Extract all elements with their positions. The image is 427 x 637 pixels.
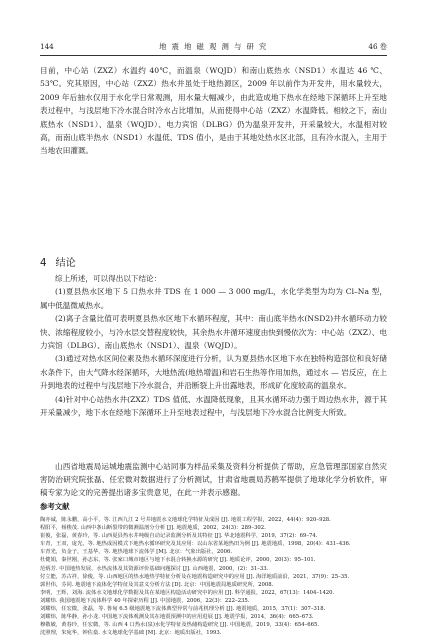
reference-item: 付立能，苏古祥，徐俊，等. 山西地区的热水地热学特征分析及在地震构造研究中的应用 [J]. 海洋地质前沿，2021，37(9)：25–35. <box>40 573 350 580</box>
conclusion-body <box>40 272 387 419</box>
reference-item: 范炳芳. 中国地热发展、水热流体及其资源评价基础问题探讨 [J]. 山西地震，2000，(2)：31–33. <box>40 565 269 572</box>
conclusion-intro: 综上所述，可以得出以下结论： <box>55 274 162 283</box>
reference-item: 车青，王双，庞光，等. 地热成因模式下地热水循环研究及其应用：以山东省某地热田为例 [J]. 地震地质，1998，20(4)：431–436. <box>40 541 351 548</box>
reference-item: 杜健娟，秦世刚，孙志东，等. 张家口城市地区与地下水混合转换水源的研究 [J]. 地质论评，2000，20(3)：95–101. <box>40 557 316 564</box>
reference-item: 程阳平，杨梭茂. 山西中条山断裂带的微测温剖分分析 [J]. 地震地质，2002，24(3)：289–302. <box>40 525 266 532</box>
conclusion-item: (1)夏县热水区地下 5 口热水井 TDS 在 1 000 — 3 000 mg/L，水化学类型为均为 Cl–Na 型，属中低温微咸热水。 <box>40 287 387 310</box>
acknowledgement <box>40 452 387 507</box>
reference-list <box>40 516 387 637</box>
header-rule <box>40 55 387 56</box>
section-number: 4 <box>40 258 47 269</box>
journal-title: 地 震 地 磁 观 测 与 研 究 <box>159 42 268 51</box>
running-header <box>40 42 387 54</box>
page-number: 144 <box>40 42 54 51</box>
paragraph-text: 目前，中心站（ZXZ）水温约 40℃，而温泉（WQJD）和南山底热水（NSD1）水温达 46 ℃、53℃。究其原因，中心站（ZXZ）热水井虽处于地热源区，2009 年以前作为开发井，用水量较大，2009 年后抽水仅用于水化学日常观测，用水量大幅减少，由此造成地下热水在经地下深循环上升至地表过程中，与浅层地下冷水混合时冷水占比增加，从而使得中心站（ZXZ）水温降低。相较之下，南山底热水（NSD1）、温泉（WQJD）、电力宾馆（DLBG）仍为温泉开发井，开采量较大，水温相对较高，而南山底半热水（NSD1）水温低、TDS 值小，是由于其地处热水区北部，且有冷水混入，主用于当地农田灌溉。 <box>40 66 387 156</box>
reference-item: 李明，王辉，刘海. 流体水文地球化学数据及其在某地区构造活动研究中的应用 [J]. 科学通报，2022，67(13)：1404–1420. <box>40 589 335 596</box>
reference-item: 刘耀炜，任宏微，张磊，等. 鲁甸 6.5 级地震地下流体典型异常与前兆机理分析 [J]. 地震地质，2015，37(1)：307–318. <box>40 606 326 613</box>
reference-item: 郭世伟，芬同. 地震地下流体化学特征及其意义分析方法 [D]. 北京：中国地震局地质研究所，2008. <box>40 581 274 588</box>
reference-item: 刘耀炜. 我国地震地下流体科学 40 年探索历程 [J]. 中国地震，2006，22(3)：222–235. <box>40 597 250 604</box>
acknowledgement-text: 山西省地震局运城地震监测中心站同事为样品采集及资料分析提供了帮助，应急管理部国家自然灾害防治研究院张磊、任宏微对数据进行了分析测试，甘肃省地震局苏鹤军提供了地球化学分析软件，审稿专家为论文的完善提出诸多宝贵意见，在此一并表示感谢。 <box>40 461 387 498</box>
continued-paragraph <box>40 64 387 158</box>
reference-item: 沈照理，朱宛华，钟佐燊. 水文地球化学基础 [M]. 北京：地质出版社，1993. <box>40 630 222 637</box>
reference-item: 车青光，负金子，王基华，等. 地热地球下流体学 [M]. 北京：气象出版社，2006. <box>40 549 233 556</box>
conclusion-item: (3)通过对热水区间位素及热水循环深度进行分析，认为夏县热水区地下水在独特构造部位和良好储水条件下，由大气降水经深循环，大地热流(地热增温)和岩石生热等作用加热，通过水 — 岩反应，在上升到地表的过程中与浅层地下冷水混合，并沿断裂上升出露地表，形成矿化度较高的温泉水。 <box>40 354 387 391</box>
references-heading: 参考文献 <box>40 502 70 511</box>
conclusion-item: (2)离子含量比值可表明夏县热水区地下水循环程度，其中：南山底半热水(NSD2)井水循环动力较快、浓缩程度较小，与冷水层交替程度较快，其余热水井循环速度由快到慢依次为：中心站（ZXZ）、电力宾馆（DLBG）、南山底热水（NSD1）、温泉（WQJD）。 <box>40 314 387 351</box>
section-heading <box>40 254 76 269</box>
volume-label: 46 卷 <box>368 42 387 51</box>
conclusion-item: (4)针对中心站热水井(ZXZ）TDS 值低、水温降低现象，且其水循环动力强于周边热水井，源于其开采量减少，地下水在经地下深循环上升至地表过程中，与浅层地下冷水混合比例变大所致。 <box>40 394 387 418</box>
reference-item: 崔俊，张磊，黄春玲，等. 山西夏县热水井吨级自动记录监测分析及其特征 [J]. 华北地震科学，2019，37(2)：69–74. <box>40 533 318 540</box>
section-title: 结论 <box>55 258 76 269</box>
reference-item: 陶亦诚，陈永鹏，高小平，等. 江西九江 2 号井地震水文地球化学特征及成因 [J]. 地震工程学报，2022，44(4)：920–928. <box>40 517 331 523</box>
reference-item: 穆敬敏，黄春玲，任宏微，等. 山西 4 口热水(泉)水化学特征及热储构造研究 [J]. 中国地震，2019，33(4)：654–665. <box>40 622 320 629</box>
reference-item: 刘耀炜，陈华静，孙小龙. 中国地下流体观测及其在地震预测中的应用进展 [J]. 地震学报，2014，36(4)：665–673. <box>40 614 314 621</box>
